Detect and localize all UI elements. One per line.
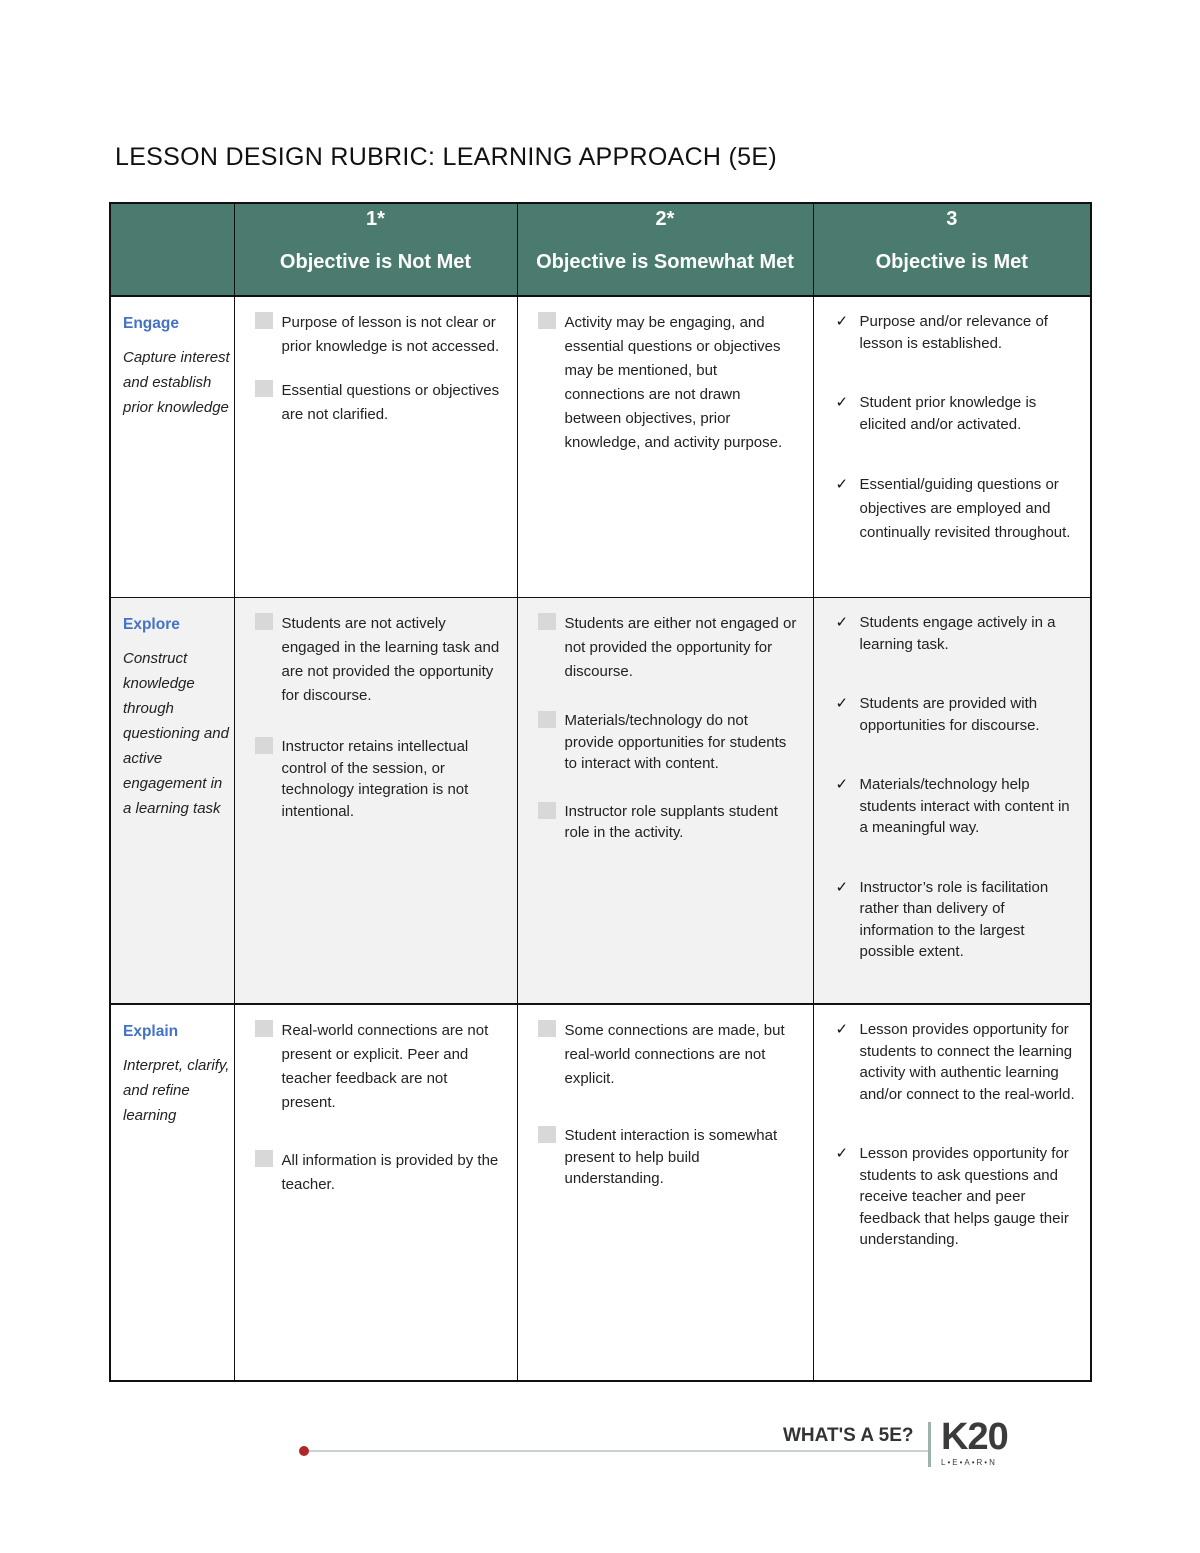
- criterion-text: Student prior knowledge is elicited and/or activated.: [859, 394, 1037, 433]
- criterion-item: [255, 1019, 503, 1115]
- criterion-text: Essential/guiding questions or objectives are employed and continually revisited throughout.: [859, 476, 1071, 541]
- criterion-item: [255, 311, 503, 359]
- criterion-item: [834, 1019, 1077, 1105]
- score-label: 2*: [655, 208, 675, 230]
- header-somewhat-met: [517, 203, 813, 296]
- criterion-text: Activity may be engaging, and essential questions or objectives may be mentioned, but connections are not drawn between objectives, prior knowledge, and activity purpose.: [564, 314, 783, 451]
- checkbox-icon[interactable]: [538, 711, 556, 728]
- footer-text: WHAT'S A 5E?: [783, 1425, 914, 1446]
- criterion-text: Student interaction is somewhat present to help build understanding.: [564, 1127, 778, 1187]
- criterion-item: [255, 612, 503, 708]
- cell-met: [813, 296, 1091, 598]
- criterion-item: [834, 473, 1077, 545]
- header-row: [110, 203, 1091, 296]
- criterion-text: Materials/technology do not provide opportunities for students to interact with content.: [564, 712, 787, 772]
- checkmark-icon: ✓: [835, 476, 849, 493]
- criterion-item: [538, 311, 799, 455]
- criterion-item: [834, 877, 1077, 963]
- checkbox-icon[interactable]: [538, 1020, 556, 1037]
- checkbox-icon[interactable]: [538, 1126, 556, 1143]
- cell-somewhat-met: [517, 1004, 813, 1381]
- checkmark-icon: ✓: [835, 1021, 849, 1038]
- k20-logo: [941, 1418, 1011, 1470]
- score-label: 3: [946, 208, 958, 230]
- criterion-item: [538, 1019, 799, 1091]
- criterion-item: [834, 612, 1077, 655]
- checkmark-icon: ✓: [835, 1145, 849, 1162]
- criterion-text: Purpose of lesson is not clear or prior knowledge is not accessed.: [281, 314, 500, 355]
- criterion-text: Essential questions or objectives are not clarified.: [281, 382, 500, 423]
- criterion-text: Instructor role supplants student role in the activity.: [564, 802, 778, 841]
- cell-somewhat-met: [517, 598, 813, 1005]
- criterion-text: Instructor’s role is facilitation rather than delivery of information to the largest possible extent.: [859, 878, 1049, 960]
- criterion-text: Students are provided with opportunities for discourse.: [859, 695, 1040, 734]
- criterion-item: [834, 392, 1077, 435]
- logo-main-text: K20: [941, 1416, 1008, 1458]
- checkbox-icon[interactable]: [538, 312, 556, 329]
- criterion-item: [538, 1125, 799, 1190]
- criterion-text: Materials/technology help students interact with content in a meaningful way.: [859, 776, 1070, 836]
- header-corner: [110, 203, 234, 296]
- criterion-item: [834, 311, 1077, 354]
- criterion-item: [834, 1143, 1077, 1251]
- criterion-text: Purpose and/or relevance of lesson is established.: [859, 313, 1048, 352]
- phase-description: Construct knowledge through questioning and active engagement in a learning task: [123, 650, 229, 817]
- criterion-text: Lesson provides opportunity for students to ask questions and receive teacher and peer feedback that helps gauge their understanding.: [859, 1145, 1069, 1248]
- rubric-table: [109, 202, 1092, 1382]
- criterion-text: Real-world connections are not present or explicit. Peer and teacher feedback are not present.: [281, 1022, 489, 1111]
- checkbox-icon[interactable]: [255, 737, 273, 754]
- criterion-item: [538, 801, 799, 844]
- checkbox-icon[interactable]: [255, 380, 273, 397]
- criterion-item: [255, 736, 503, 822]
- criterion-text: Lesson provides opportunity for students to connect the learning activity with authentic learning and/or connect to the real-world.: [859, 1021, 1075, 1103]
- checkmark-icon: ✓: [835, 776, 849, 793]
- page-title: LESSON DESIGN RUBRIC: LEARNING APPROACH (5E): [115, 143, 777, 171]
- row-explain: [110, 1004, 1091, 1381]
- criterion-item: [834, 774, 1077, 839]
- criterion-item: [255, 379, 503, 427]
- checkbox-icon[interactable]: [538, 613, 556, 630]
- checkbox-icon[interactable]: [538, 802, 556, 819]
- criterion-text: Students engage actively in a learning task.: [859, 614, 1056, 653]
- phase-name: Engage: [123, 315, 179, 332]
- checkbox-icon[interactable]: [255, 1020, 273, 1037]
- phase-cell: [110, 296, 234, 598]
- checkmark-icon: ✓: [835, 313, 849, 330]
- criterion-item: [834, 693, 1077, 736]
- cell-met: [813, 598, 1091, 1005]
- logo-sub-text: L•E•A•R•N: [941, 1458, 997, 1467]
- criterion-item: [538, 612, 799, 684]
- row-explore: [110, 598, 1091, 1005]
- checkbox-icon[interactable]: [255, 312, 273, 329]
- cell-not-met: [234, 296, 517, 598]
- phase-name: Explain: [123, 1023, 179, 1040]
- cell-not-met: [234, 1004, 517, 1381]
- criterion-item: [255, 1149, 503, 1197]
- phase-cell: [110, 598, 234, 1005]
- footer-dot-icon: [299, 1446, 309, 1456]
- column-label: Objective is Somewhat Met: [536, 251, 794, 273]
- checkmark-icon: ✓: [835, 614, 849, 631]
- row-engage: [110, 296, 1091, 598]
- cell-somewhat-met: [517, 296, 813, 598]
- criterion-text: All information is provided by the teacher.: [281, 1152, 499, 1193]
- checkmark-icon: ✓: [835, 394, 849, 411]
- criterion-text: Students are not actively engaged in the learning task and are not provided the opportunity for discourse.: [281, 615, 500, 704]
- header-met: [813, 203, 1091, 296]
- criterion-text: Some connections are made, but real-world connections are not explicit.: [564, 1022, 785, 1087]
- criterion-item: [538, 710, 799, 775]
- checkmark-icon: ✓: [835, 695, 849, 712]
- score-label: 1*: [366, 208, 385, 230]
- checkbox-icon[interactable]: [255, 613, 273, 630]
- checkmark-icon: ✓: [835, 878, 849, 896]
- phase-description: Capture interest and establish prior knowledge: [123, 349, 230, 416]
- footer-separator: [928, 1422, 931, 1467]
- criterion-text: Instructor retains intellectual control of the session, or technology integration is not intentional.: [281, 738, 469, 820]
- column-label: Objective is Met: [875, 251, 1028, 273]
- footer-divider: [303, 1450, 928, 1452]
- header-not-met: [234, 203, 517, 296]
- criterion-text: Students are either not engaged or not provided the opportunity for discourse.: [564, 615, 797, 680]
- cell-not-met: [234, 598, 517, 1005]
- column-label: Objective is Not Met: [279, 251, 472, 273]
- checkbox-icon[interactable]: [255, 1150, 273, 1167]
- phase-cell: [110, 1004, 234, 1381]
- phase-description: Interpret, clarify, and refine learning: [123, 1057, 230, 1124]
- phase-name: Explore: [123, 616, 180, 633]
- cell-met: [813, 1004, 1091, 1381]
